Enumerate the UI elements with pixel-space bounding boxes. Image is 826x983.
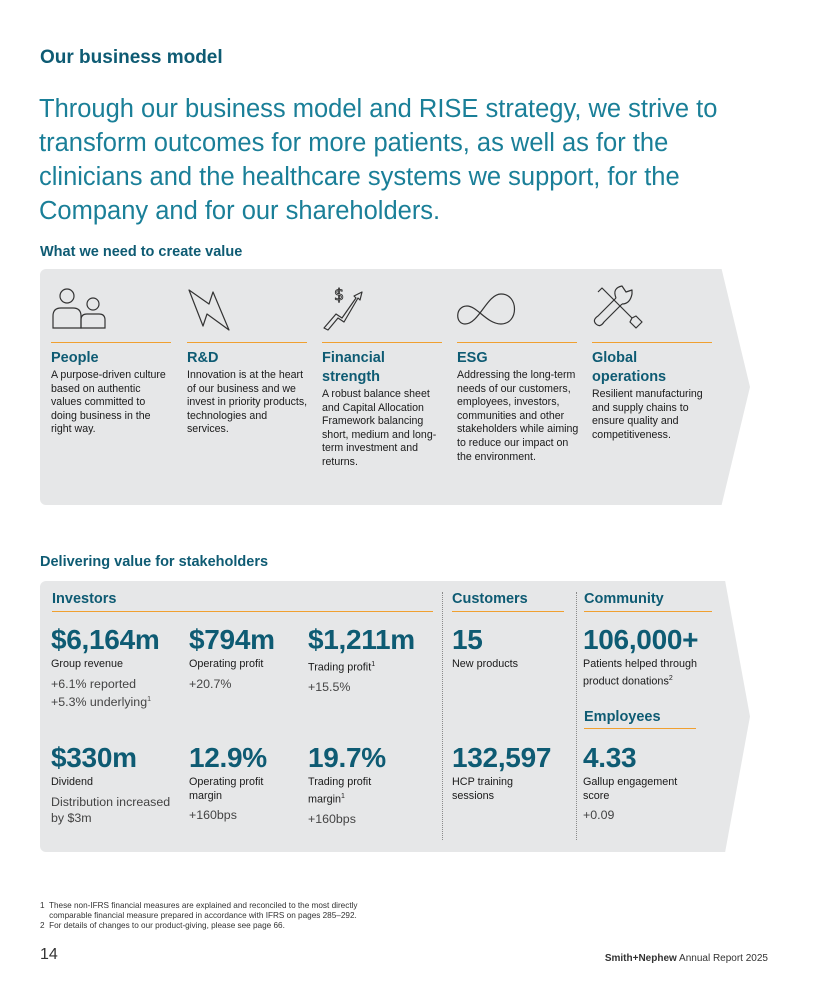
metric-operating-margin <box>189 742 299 823</box>
column-title: R&D <box>187 350 219 366</box>
footnote-line: 1 These non-IFRS financial measures are explained and reconciled to the most directly <box>40 901 358 910</box>
metric-label: Group revenue <box>51 658 124 670</box>
community-rule <box>584 611 712 612</box>
employees-rule <box>584 728 696 729</box>
metric-patients-helped <box>583 624 723 689</box>
column-rnd <box>187 284 309 437</box>
group-employees: Employees <box>584 709 661 725</box>
footnote-line: comparable financial measure prepared in accordance with IFRS on pages 285–292. <box>40 911 357 921</box>
metric-change-underlying: +5.3% underlying$^1$ <box>51 694 152 709</box>
metric-value: 15 <box>452 624 483 655</box>
metric-value: $1,211m <box>308 624 415 655</box>
metric-value: 12.9% <box>189 742 267 773</box>
metric-trading-profit <box>308 624 415 695</box>
column-rule <box>322 342 442 343</box>
need-heading: What we need to create value <box>40 244 243 260</box>
metric-label: Trading profit margin$^1$ <box>308 776 372 806</box>
group-community: Community <box>584 591 664 607</box>
column-description: Resilient manufacturing and supply chains to ensure quality and competitiveness. <box>592 388 703 441</box>
metric-label: Dividend <box>51 776 94 788</box>
metric-label: Operating profit <box>189 658 264 670</box>
metric-operating-profit <box>189 624 275 692</box>
metric-trading-margin <box>308 742 418 827</box>
metric-change: +20.7% <box>189 676 232 691</box>
metric-label: Patients helped through product donations$^2$ <box>583 658 698 688</box>
metric-group-revenue <box>51 624 159 710</box>
group-investors: Investors <box>52 591 117 607</box>
svg-text:$: $ <box>334 285 345 304</box>
metric-label: HCP training sessions <box>452 776 514 802</box>
metric-value: $6,164m <box>51 624 160 655</box>
page-number: 14 <box>40 946 58 963</box>
metric-change: +0.09 <box>583 808 615 822</box>
column-title: People <box>51 350 99 366</box>
column-description: A purpose-driven culture based on authentic values committed to doing business in the right way. <box>51 369 166 436</box>
column-title: Global operations <box>592 350 667 385</box>
tools-icon <box>592 284 652 332</box>
footnotes <box>40 901 358 932</box>
metric-value: 4.33 <box>583 742 637 773</box>
dotted-divider <box>576 592 577 840</box>
column-title: ESG <box>457 350 488 366</box>
metric-value: $794m <box>189 624 275 655</box>
metric-hcp-sessions <box>452 742 568 803</box>
metric-value: $330m <box>51 742 137 773</box>
column-financial-strength <box>322 284 444 470</box>
metric-label: Gallup engagement score <box>583 776 678 802</box>
page-title: Our business model <box>40 47 223 68</box>
column-rule <box>187 342 307 343</box>
metric-label: Operating profit margin <box>189 776 264 802</box>
column-title: Financial strength <box>322 350 385 385</box>
metric-engagement-score <box>583 742 703 823</box>
column-esg <box>457 284 579 464</box>
infinity-icon <box>457 284 521 332</box>
metric-change: +15.5% <box>308 680 351 695</box>
report-brand <box>605 953 768 964</box>
report-name: Annual Report 2025 <box>679 953 768 964</box>
column-description: Innovation is at the heart of our business and we invest in priority products, technologies and services. <box>187 369 308 436</box>
column-description: Addressing the long-term needs of our customers, employees, investors, communities and other stakeholders while aiming to reduce our impact on the environment. <box>457 369 579 463</box>
metric-value: 19.7% <box>308 742 386 773</box>
column-people <box>51 284 173 437</box>
dollar-growth-icon <box>322 284 382 332</box>
footnote-line: 2 For details of changes to our product-giving, please see page 66. <box>40 921 285 931</box>
customers-rule <box>452 611 564 612</box>
metric-change: +6.1% reported <box>51 676 137 691</box>
intro-statement: Through our business model and RISE strategy, we strive to transform outcomes for more patients, as well as for the clinicians and the healthcare systems we support, for the Company and for our shareholders. <box>39 95 718 225</box>
column-rule <box>51 342 171 343</box>
metric-dividend <box>51 742 171 826</box>
metric-value: 132,597 <box>452 742 552 773</box>
metric-change: +160bps <box>189 808 237 822</box>
metric-value: 106,000+ <box>583 624 699 655</box>
column-rule <box>457 342 577 343</box>
metric-change: Distribution increased by $3m <box>51 794 171 825</box>
metric-label: Trading profit$^1$ <box>308 661 376 674</box>
people-icon <box>51 284 111 332</box>
brand-name: Smith+Nephew <box>604 953 677 964</box>
metric-change: +160bps <box>308 811 356 826</box>
column-rule <box>592 342 712 343</box>
investors-rule <box>52 611 433 612</box>
metric-new-products <box>452 624 518 672</box>
deliver-heading: Delivering value for stakeholders <box>40 554 269 570</box>
group-customers: Customers <box>452 591 528 607</box>
column-description: A robust balance sheet and Capital Allocation Framework balancing short, medium and long-term investment and returns. <box>322 388 437 468</box>
dotted-divider <box>442 592 443 840</box>
lightning-icon <box>187 284 247 332</box>
metric-label: New products <box>452 658 519 670</box>
column-global-operations <box>592 284 714 442</box>
